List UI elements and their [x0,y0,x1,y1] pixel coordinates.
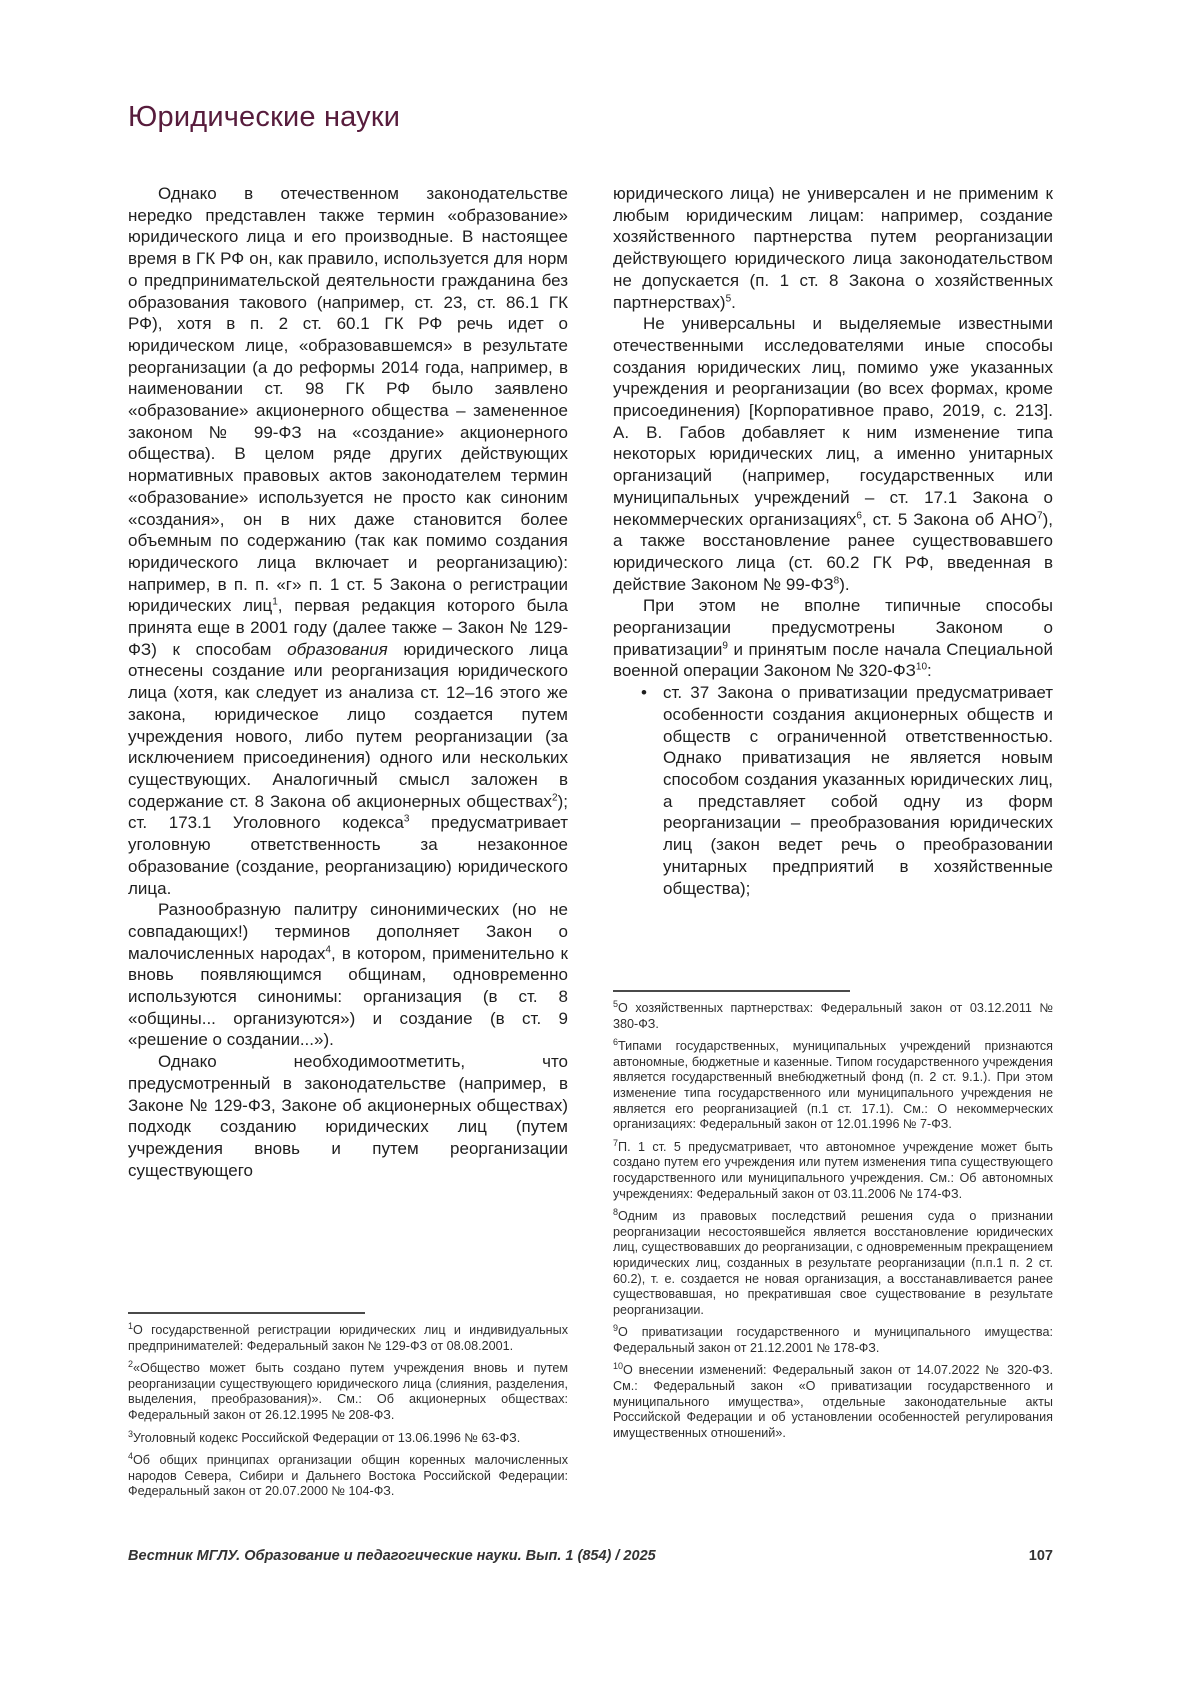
text-run: . [731,292,736,312]
footnote-ref: 1 [272,596,278,608]
text-run: Однако необходимоотметить, что предусмотренный в законодательстве (например, в Законе № 129-ФЗ, Законе об акционерных обществах) подходк созданию юридических лиц (путем учреждения вновь и путем реорганизации существующего [128,1052,568,1180]
footnote-text: Типами государственных, муниципальных учреждений признаются автономные, бюджетные и казенные. Типом государственного учреждения является государственный внебюджетный фонд (п. 2 ст. 9.1.). При этом изменение типа государственного или муниципального учреждения не является его реорганизацией (п.1 ст. 17.1). См.: О некоммерческих организациях: Федеральный закон от 12.01.1996 № 7-ФЗ. [613,1039,1053,1132]
text-run: предусматривает уголовную ответственность за незаконное образование (создание, реорганизацию) юридического лица. [128,813,569,898]
footnote-marker: 7 [613,1137,619,1148]
footnote-marker: 4 [128,1450,134,1461]
paragraph [128,899,568,1051]
footnote [613,1206,1053,1318]
text-run: юридического лица отнесены создание или реорганизация юридического лица (хотя, как следует из анализа ст. 12–16 этого же закона, юридическое лицо создается путем учреждения нового, либо путем реорганизации (за исключением присоединения) одного или нескольких существующих. Аналогичный смысл заложен в содержание ст. 8 Закона об акционерных обществах [128,639,568,811]
footnote-text: О приватизации государственного и муниципального имущества: Федеральный закон от 21.12.2001 № 178-ФЗ. [613,1325,1053,1355]
footnote-ref: 6 [856,509,862,521]
page-number: 107 [1028,1548,1053,1564]
footnote [613,1325,1053,1356]
section-title: Юридические науки [128,101,401,134]
text-run: ст. 37 Закона о приватизации предусматривает особенности создания акционерных обществ и обществ с ограниченной ответственностью. Однако приватизация не является новым способом создания указанных юридических лиц, а представляет собой одну из форм реорганизации – преобразования юридических лиц (закон ведет речь о преобразовании унитарных предприятий в хозяйственные общества); [663,683,1053,898]
paragraph [613,595,1053,682]
text-run: , первая редакция которого была принята еще в 2001 году (далее также – Закон № 129-ФЗ) к способам [128,596,568,659]
paragraph [613,313,1053,595]
footnote-separator [613,990,850,992]
footnote-ref: 8 [833,575,840,586]
text-run: При этом не вполне типичные способы реорганизации предусмотрены Законом о приватизации [613,596,1053,659]
page-footer [128,1548,1053,1564]
footnote-marker: 3 [128,1428,134,1439]
text-run: ), а также восстановление ранее существовавшего юридического лица (ст. 60.2 ГК РФ, введенная в действие Законом № 99-ФЗ [613,509,1053,594]
text-run: , ст. 5 Закона об АНО [861,509,1038,529]
footnote [128,1450,568,1500]
footnote-ref: 4 [325,943,331,955]
footnote-ref: 7 [1037,509,1043,521]
footnote [128,1320,568,1354]
journal-title-line: Вестник МГЛУ. Образование и педагогические науки. Вып. 1 (854) / 2025 [128,1548,656,1564]
footnote [613,1039,1053,1133]
footnote-marker: 9 [613,1323,619,1334]
footnote [613,1363,1053,1441]
paragraph [613,183,1053,313]
paragraph [128,1051,568,1181]
footnote-ref: 10 [915,661,928,673]
footnote-text: Одним из правовых последствий решения суда о признании реорганизации несостоявшейся является восстановление юридических лиц, существовавших до реорганизации, с одновременным прекращением юридических лиц, созданных в результате реорганизации (п.п.1 п. 2 ст. 60.2), т. е. создается не новая организация, а восстанавливается ранее существовавшая, но прекратившая свое существование в результате реорганизации. [613,1209,1053,1317]
footnote-ref: 9 [722,640,728,652]
right-column-body [613,183,1053,899]
footnote-ref: 3 [403,813,410,825]
left-column-body [128,183,568,1181]
left-column-footnotes [128,1312,568,1507]
footnote-separator [128,1312,365,1314]
footnote-marker: 1 [128,1320,134,1331]
text-run: и принятым после начала Специальной военной операции Законом № 320-ФЗ [613,639,1053,681]
footnote [128,1428,568,1447]
text-run: ). [839,574,850,594]
footnote-ref: 2 [552,792,558,804]
footnote [613,998,1053,1032]
footnote-marker: 5 [613,998,619,1009]
footnote-text: Уголовный кодекс Российской Федерации от 13.06.1996 № 63-ФЗ. [133,1430,521,1445]
footnote-text: О государственной регистрации юридических лиц и индивидуальных предпринимателей: Федеральный закон № 129-ФЗ от 08.08.2001. [128,1323,568,1353]
footnote-text: О хозяйственных партнерствах: Федеральный закон от 03.12.2011 № 380-ФЗ. [613,1001,1053,1031]
footnote-ref: 5 [725,292,732,304]
text-run: ); ст. 173.1 Уголовного кодекса [128,791,568,833]
text-run: : [927,661,932,681]
text-run: , в котором, применительно к вновь появляющимся общинам, одновременно используются синонимы: организация (в ст. 8 «общины... организуются») и создание (в ст. 9 «решение о создании...»). [128,943,568,1050]
footnote-marker: 8 [613,1206,619,1217]
footnote-text: П. 1 ст. 5 предусматривает, что автономное учреждение может быть создано путем его учреждения или путем изменения типа существующего государственного или муниципального учреждения. См.: Об автономных учреждениях: Федеральный закон от 03.11.2006 № 174-ФЗ. [613,1139,1053,1201]
right-column-footnotes [613,990,1053,1448]
footnote-text: Об общих принципах организации общин коренных малочисленных народов Севера, Сибири и Дальнего Востока Российской Федерации: Федеральный закон от 20.07.2000 № 104-ФЗ. [128,1453,568,1499]
footnote [613,1137,1053,1202]
text-run: Однако в отечественном законодательстве нередко представлен также термин «образование» юридического лица и его производные. В настоящее время в ГК РФ он, как правило, используется для норм о предпринимательской деятельности гражданина без образования такового (например, ст. 23, ст. 86.1 ГК РФ), хотя в п. 2 ст. 60.1 ГК РФ речь идет о юридическом лице, «образовавшемся» в результате реорганизации (а до реформы 2014 года, например, в наименовании ст. 98 ГК РФ было заявлено «образование» акционерного общества – замененное законом № 99-ФЗ на «создание» акционерного общества). В целом ряде других действующих нормативных правовых актов законодателем термин «образование» используется не просто как синоним «создания», он в них даже становится более объемным по содержанию (так как помимо создания юридического лица включает и реорганизацию): например, в п. п. «г» п. 1 ст. 5 Закона о регистрации юридических лиц [128,184,568,616]
footnote-marker: 6 [613,1037,619,1047]
bullet-item [613,682,1053,899]
footnote [128,1361,568,1423]
bullet-marker: • [641,683,647,703]
footnote-marker: 10 [613,1361,624,1372]
text-run: Разнообразную палитру синонимических (но не совпадающих!) терминов дополняет Закон о малочисленных народах [128,900,568,963]
text-run: юридического лица) не универсален и не применим к любым юридическим лицам: например, создание хозяйственного партнерства путем реорганизации действующего юридического лица законодательством не допускается (п. 1 ст. 8 Закона о хозяйственных партнерствах) [613,184,1053,312]
paragraph [128,183,568,899]
footnote-text: «Общество может быть создано путем учреждения вновь и путем реорганизации существующего юридического лица (слияния, разделения, выделения, преобразования)». См.: Об акционерных обществах: Федеральный закон от 26.12.1995 № 208-ФЗ. [128,1361,568,1422]
footnote-text: О внесении изменений: Федеральный закон от 14.07.2022 № 320-ФЗ. См.: Федеральный закон «О приватизации государственного и муниципального имущества», отдельные законодательные акты Российской Федерации и об установлении особенностей регулирования имущественных отношений». [613,1363,1053,1440]
text-run: образования [287,639,388,659]
footnote-marker: 2 [128,1359,134,1369]
text-run: Не универсальны и выделяемые известными отечественными исследователями иные способы создания юридических лиц, помимо уже указанных учреждения и реорганизации (во всех формах, кроме присоединения) [Корпоративное право, 2019, с. 213]. А. В. Габов добавляет к ним изменение типа некоторых юридических лиц, а именно унитарных организаций (например, государственных или муниципальных учреждений – ст. 17.1 Закона о некоммерческих организациях [613,314,1053,529]
